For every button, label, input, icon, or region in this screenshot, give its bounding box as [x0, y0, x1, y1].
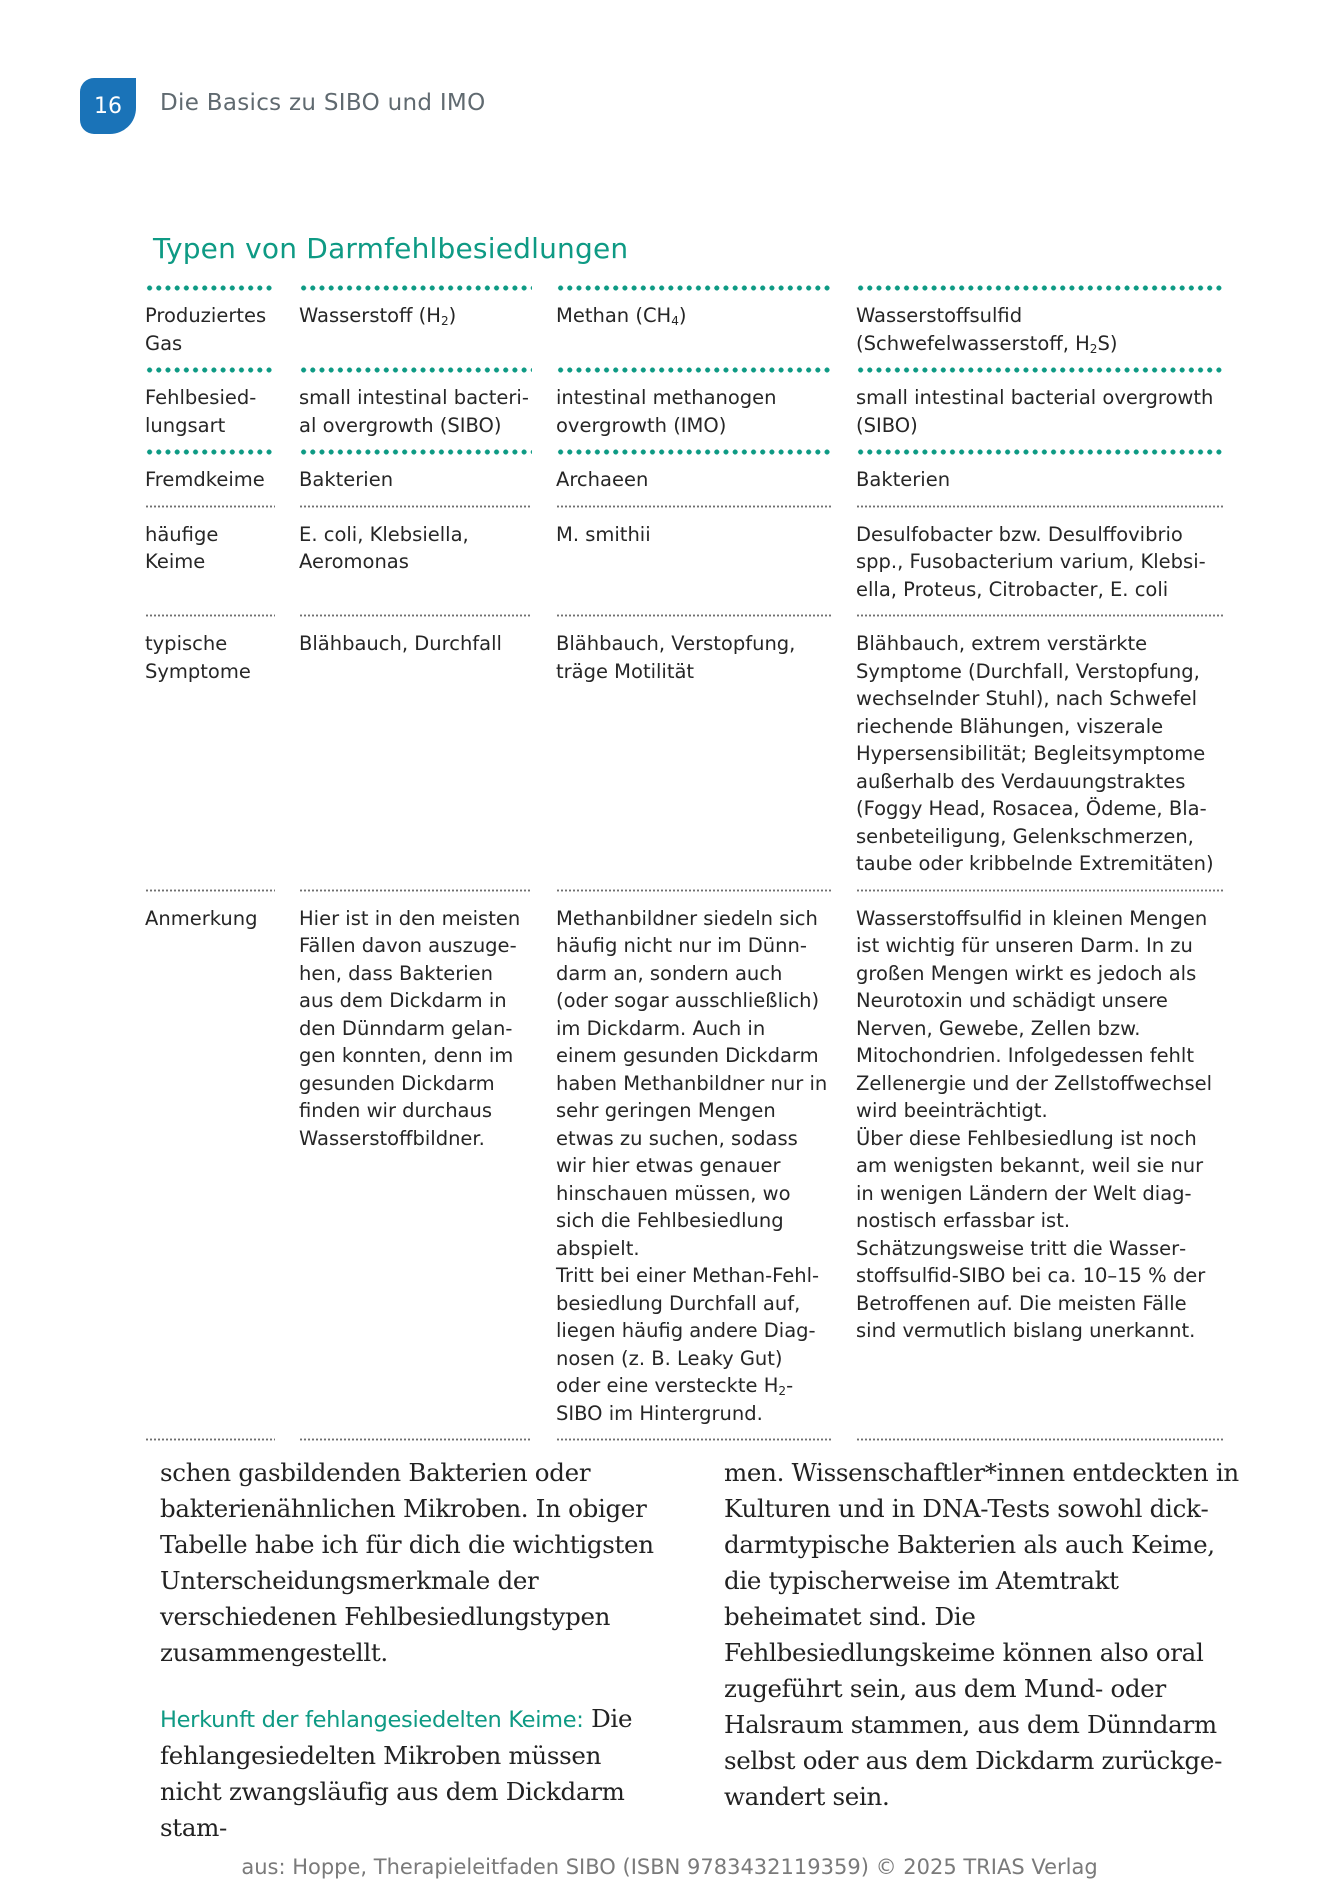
page-number-badge [80, 78, 136, 134]
table-cell: small intestinal bacterial overgrowth (SIBO) [856, 367, 1225, 449]
page-number: 16 [94, 93, 122, 119]
table-cell: Wasserstoffsulfid in kleinen Mengen ist wichtig für unseren Darm. In zu großen Mengen wirkt es jedoch als Neurotoxin und schädigt unsere Nerven, Gewebe, Zellen bzw. Mitochondrien. Infolgedessen fehlt Zellenergie und der Zellstoffwechsel wird beeinträchtigt. Über diese Fehlbesiedlung ist noch am wenigsten bekannt, weil sie nur in wenigen Ländern der Welt diagnostisch erfassbar ist. Schätzungsweise tritt die Wasserstoffsulfid-SIBO bei ca. 10–15 % der Betroffenen auf. Die meisten Fälle sind vermutlich bislang unerkannt. [856, 888, 1225, 1438]
table-cell: Desulfobacter bzw. Desulffovibrio spp., Fusobacterium varium, Klebsiella, Proteus, Citrobacter, E. coli [856, 504, 1225, 614]
row-label: Anmerkung [145, 888, 275, 1438]
source-footer: aus: Hoppe, Therapieleitfaden SIBO (ISBN 9783432119359) © 2025 TRIAS Verlag [241, 1855, 1098, 1879]
table-cell: Bakterien [299, 449, 532, 504]
paragraph: men. Wissenschaftler*innen entdeckten in Kulturen und in DNA-Tests sowohl dickdarmtypische Bakterien als auch Keime, die typischerweise im Atemtrakt beheimatet sind. Die Fehlbesiedlungskeime können also oral zugeführt sein, aus dem Mund- oder Halsraum stammen, aus dem Dünndarm selbst oder aus dem Dickdarm zurückgewandert sein. [724, 1458, 1239, 1811]
table-cell: M. smithii [556, 504, 832, 614]
paragraph: Herkunft der fehlangesiedelten Keime: Die fehlangesiedelten Mikroben müssen nicht zwangsläufig aus dem Dickdarm stam- [160, 1704, 633, 1842]
table-cell: Wasserstoff $(H_2)$ [299, 285, 532, 367]
table-cell: Bakterien [856, 449, 1225, 504]
row-label: häufige Keime [145, 504, 275, 614]
table-cell: Blähbauch, Durchfall [299, 613, 532, 888]
table-bottom-rule [145, 1437, 1225, 1443]
table-cell: E. coli, Klebsiella, Aeromonas [299, 504, 532, 614]
running-title: Die Basics zu SIBO und IMO [160, 90, 486, 116]
table-row [145, 504, 1225, 614]
table-cell: Methan $(CH_4)$ [556, 285, 832, 367]
comparison-table [145, 285, 1225, 1443]
table-title: Typen von Darmfehlbesiedlungen [153, 232, 629, 265]
row-label: Fehlbesiedlungsart [145, 367, 275, 449]
body-column-right [724, 1455, 1244, 1815]
table-cell: Blähbauch, Verstopfung, träge Motilität [556, 613, 832, 888]
table-cell: Archaeen [556, 449, 832, 504]
row-label: typische Symptome [145, 613, 275, 888]
body-column-left [160, 1455, 670, 1846]
table-cell: Hier ist in den meisten Fällen davon auszugehen, dass Bakterien aus dem Dickdarm in den Dünndarm gelangen konnten, denn im gesunden Dickdarm finden wir durchaus Wasserstoffbildner. [299, 888, 532, 1438]
row-label: Produziertes Gas [145, 285, 275, 367]
table-row [145, 888, 1225, 1438]
table-row [145, 285, 1225, 367]
table-cell: Wasserstoffsulfid (Schwefelwasserstoff, $H_2S$) [856, 285, 1225, 367]
table-cell: Blähbauch, extrem verstärkte Symptome (Durchfall, Verstopfung, wechselnder Stuhl), nach Schwefel riechende Blähungen, viszerale Hypersensibilität; Begleitsymptome außerhalb des Verdauungstraktes (Foggy Head, Rosacea, Ödeme, Blasenbeteiligung, Gelenkschmerzen, taube oder kribbelnde Extremitäten) [856, 613, 1225, 888]
table-row [145, 613, 1225, 888]
table-cell: Methanbildner siedeln sich häufig nicht nur im Dünndarm an, sondern auch (oder sogar ausschließlich) im Dickdarm. Auch in einem gesunden Dickdarm haben Methanbildner nur in sehr geringen Mengen etwas zu suchen, sodass wir hier etwas genauer hinschauen müssen, wo sich die Fehlbesiedlung abspielt. Tritt bei einer Methan-Fehlbesiedlung Durchfall auf, liegen häufig andere Diagnosen (z. B. Leaky Gut) oder eine versteckte $H_2$-SIBO im Hintergrund. [556, 888, 832, 1438]
row-label: Fremdkeime [145, 449, 275, 504]
table-row [145, 449, 1225, 504]
table-cell: small intestinal bacterial overgrowth (SIBO) [299, 367, 532, 449]
paragraph: schen gasbildenden Bakterien oder bakterienähnlichen Mikroben. In obiger Tabelle habe ich für dich die wichtigsten Unterscheidungsmerkmale der verschiedenen Fehlbesiedlungstypen zusammengestellt. [160, 1458, 654, 1667]
table-row [145, 367, 1225, 449]
table-cell: intestinal methanogen overgrowth (IMO) [556, 367, 832, 449]
runin-heading: Herkunft der fehlangesiedelten Keime: [160, 1707, 584, 1733]
